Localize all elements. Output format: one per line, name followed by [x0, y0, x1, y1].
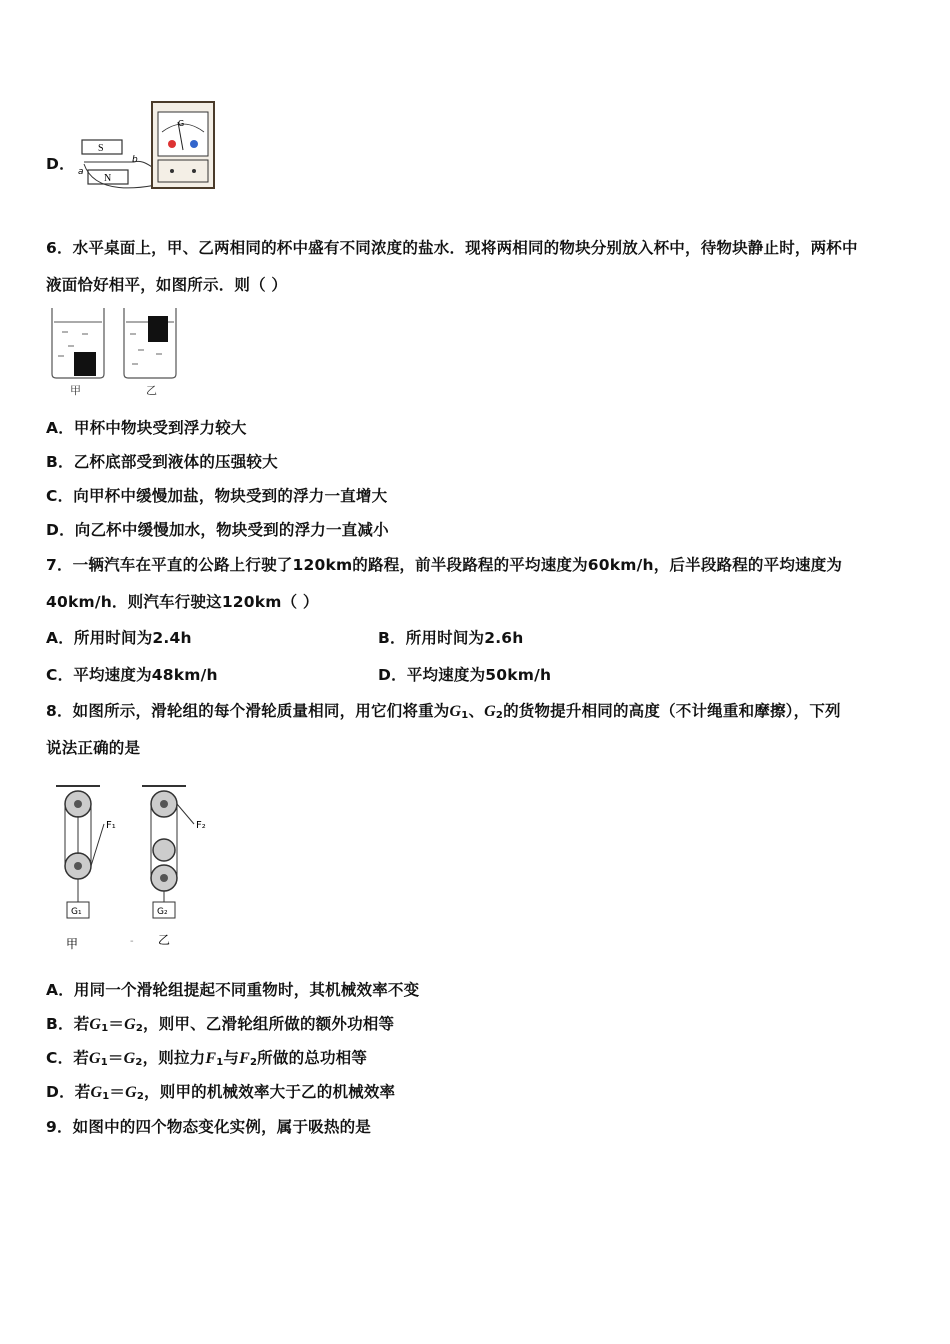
- base-knob-right: [192, 169, 196, 173]
- q7-stem-line2: 40km/h．则汽车行驶这120km（ ）: [46, 593, 319, 611]
- q6-stem-line2: 液面恰好相平，如图所示．则（ ）: [46, 276, 288, 294]
- galvanometer-g-label: G: [178, 119, 185, 128]
- q6-option-b: B．乙杯底部受到液体的压强较大: [46, 453, 278, 471]
- pulley-left-label: 甲: [66, 937, 79, 951]
- galvanometer-figure: [74, 98, 219, 193]
- q6-option-d: D．向乙杯中缓慢加水，物块受到的浮力一直减小: [46, 521, 389, 539]
- q8-stem-line1: 8．如图所示，滑轮组的每个滑轮质量相同，用它们将重为$G_1$、$G_2$的货物提升相同的高度（不计绳重和摩擦），下列: [46, 702, 841, 721]
- axle: [160, 874, 168, 882]
- beakers-figure: [46, 304, 196, 398]
- terminal-blue: [190, 140, 198, 148]
- q7-stem-line1: 7．一辆汽车在平直的公路上行驶了120km的路程，前半段路程的平均速度为60km/h，后半段路程的平均速度为: [46, 556, 843, 574]
- beaker-right-label: 乙: [146, 384, 157, 397]
- base-knob-left: [170, 169, 174, 173]
- magnet-s-label: S: [98, 143, 104, 154]
- f1-label: F₁: [106, 820, 116, 831]
- q7-option-b: B．所用时间为2.6h: [378, 629, 524, 647]
- pulley-right-label: 乙: [158, 933, 171, 947]
- axle: [74, 862, 82, 870]
- pulley-figure: [46, 780, 226, 956]
- q8-option-c: C．若$G_1=G_2$，则拉力$F_1$与$F_2$所做的总功相等: [46, 1049, 368, 1068]
- q8-option-b: B．若$G_1=G_2$，则甲、乙滑轮组所做的额外功相等: [46, 1015, 395, 1034]
- q8-option-d: D．若$G_1=G_2$，则甲的机械效率大于乙的机械效率: [46, 1083, 396, 1102]
- q6-option-c: C．向甲杯中缓慢加盐，物块受到的浮力一直增大: [46, 487, 388, 505]
- dash-mark: -: [130, 936, 134, 947]
- magnet-n-label: N: [104, 173, 112, 184]
- q9-stem: 9．如图中的四个物态变化实例，属于吸热的是: [46, 1118, 371, 1136]
- beaker-left-label: 甲: [70, 384, 81, 397]
- g1-label: G₁: [71, 907, 82, 917]
- q6-option-a: A．甲杯中物块受到浮力较大: [46, 419, 247, 437]
- wire-a-label: a: [78, 167, 84, 177]
- q5-option-d-label: D．: [46, 155, 75, 173]
- g2-label: G₂: [157, 907, 168, 917]
- pull-rope-right: [177, 804, 194, 824]
- q8-stem-line2: 说法正确的是: [46, 739, 141, 757]
- block-right: [148, 316, 168, 342]
- q7-option-a: A．所用时间为2.4h: [46, 629, 192, 647]
- middle-pulley-right: [153, 839, 175, 861]
- terminal-red: [168, 140, 176, 148]
- f2-label: F₂: [196, 820, 206, 831]
- block-left: [74, 352, 96, 376]
- axle: [74, 800, 82, 808]
- pull-rope-left: [91, 824, 104, 866]
- q7-option-d: D．平均速度为50km/h: [378, 666, 552, 684]
- wire-b-label: b: [132, 155, 138, 165]
- axle: [160, 800, 168, 808]
- q8-option-a: A．用同一个滑轮组提起不同重物时，其机械效率不变: [46, 981, 420, 999]
- q6-stem-line1: 6．水平桌面上，甲、乙两相同的杯中盛有不同浓度的盐水．现将两相同的物块分别放入杯中，待物块静止时，两杯中: [46, 239, 858, 257]
- q7-option-c: C．平均速度为48km/h: [46, 666, 218, 684]
